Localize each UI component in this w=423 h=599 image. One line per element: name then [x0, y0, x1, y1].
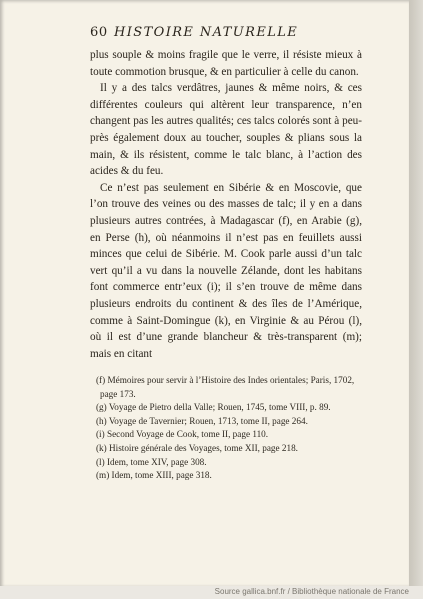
page-number: 60: [90, 25, 108, 40]
footnote: (k) Histoire générale des Voyages, tome XII, page 218.: [96, 442, 298, 453]
footnote: (h) Voyage de Tavernier; Rouen, 1713, tome II, page 264.: [96, 415, 308, 426]
footnotes: [96, 374, 362, 483]
paragraph: plus souple & moins fragile que le verre, il résiste mieux à toute commotion brusque, & en particulier à celle du canon.: [90, 49, 362, 78]
footnote: (g) Voyage de Pietro della Valle; Rouen, 1745, tome VIII, p. 89.: [96, 402, 331, 413]
source-credit: Source gallica.bnf.fr / Bibliothèque nationale de France: [214, 587, 409, 596]
page-edge: [409, 0, 423, 599]
paragraph: Ce n’est pas seulement en Sibérie & en Moscovie, que l’on trouve des veines ou des masses de talc; il y en a dans plusieurs autres contrées, à Madagascar (f), en Arabie (g), en Perse (h), où néanmoins il n’est pas en feuillets aussi minces que celui de Sibérie. M. Cook parle aussi d’un talc vert qu’il a vu dans la nouvelle Zélande, dont les habitans font commerce entr’eux (i); il s’en trouve de même dans plusieurs endroits du continent & des îles de l’Amérique, comme à Saint-Domingue (k), en Virginie & au Pérou (l), où il est d’une grande blancheur & très-transparent (m); mais en citant: [90, 181, 362, 360]
footnote: (m) Idem, tome XIII, page 318.: [96, 470, 212, 481]
footnote: (f) Mémoires pour servir à l’Histoire des Indes orientales; Paris, 1702, page 173.: [96, 375, 355, 399]
running-title: HISTOIRE NATURELLE: [114, 25, 299, 40]
footnote: (i) Second Voyage de Cook, tome II, page 110.: [96, 429, 269, 440]
paragraph: Il y a des talcs verdâtres, jaunes & même noirs, & ces différentes couleurs qui altèrent leur transparence, n’en changent pas les autres qualités; ces talcs colorés sont à peu-près également doux au toucher, souples & plians sous la main, & ils résistent, comme le talc blanc, à l’action des acides & du feu.: [90, 82, 362, 178]
body-text: [90, 47, 362, 362]
footnote: (l) Idem, tome XIV, page 308.: [96, 456, 207, 467]
